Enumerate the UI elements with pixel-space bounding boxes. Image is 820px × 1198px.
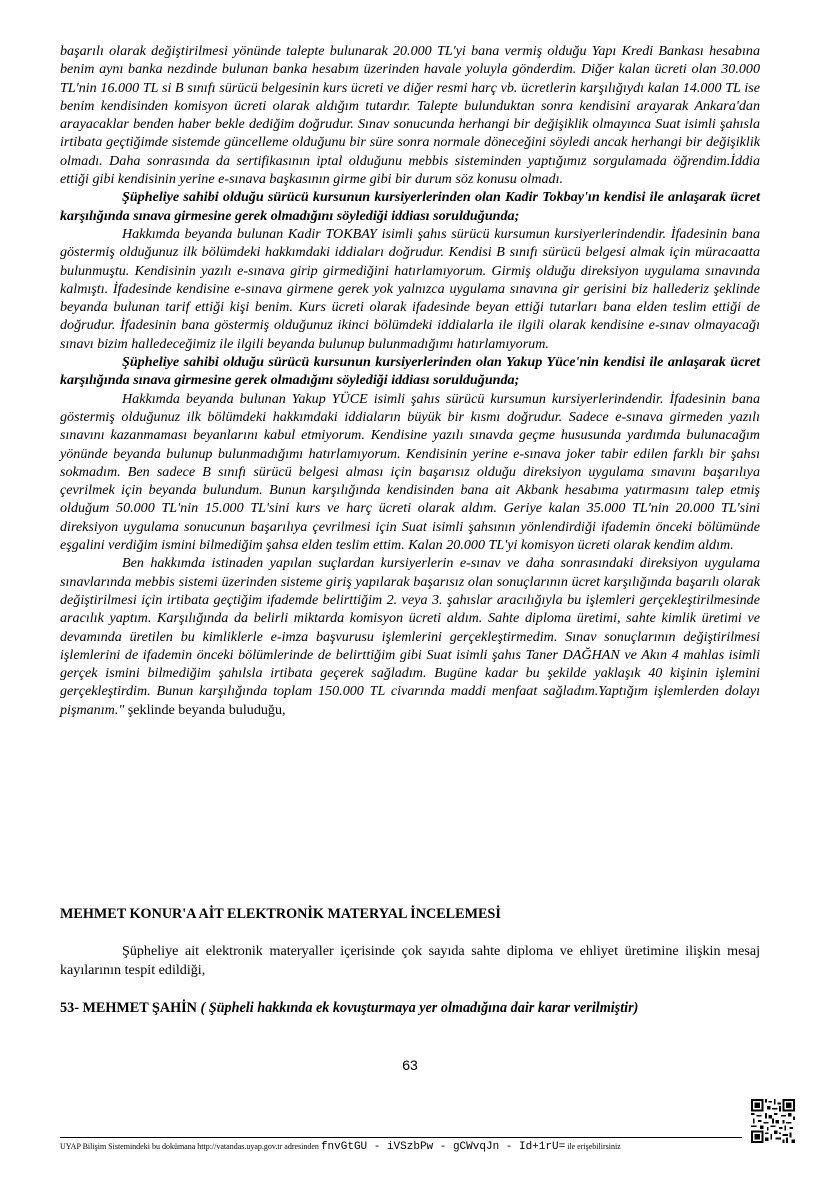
- question-heading: Şüpheliye sahibi olduğu sürücü kursunun kursiyerlerinden olan Yakup Yüce'nin kendisi ile anlaşarak ücret karşılığında sınava girmesine gerek olmadığını söylediği iddiası sorulduğunda;: [60, 354, 760, 389]
- footer-suffix: ile erişebilirsiniz: [567, 1142, 621, 1151]
- subject-note: ( Şüpheli hakkında ek kovuşturmaya yer olmadığına dair karar verilmiştir): [200, 1000, 639, 1016]
- footer-prefix: UYAP Bilişim Sistemindeki bu dokümana http://vatandas.uyap.gov.tr adresinden: [60, 1142, 319, 1151]
- qr-code-icon: [751, 1099, 795, 1143]
- section-heading: MEHMET KONUR'A AİT ELEKTRONİK MATERYAL İNCELEMESİ: [60, 906, 501, 922]
- subject-name: 53- MEHMET ŞAHİN: [60, 1000, 197, 1016]
- closing-suffix: şeklinde beyanda buluduğu,: [124, 701, 286, 718]
- question-heading: Şüpheliye sahibi olduğu sürücü kursunun kursiyerlerinden olan Kadir Tokbay'ın kendisi ile anlaşarak ücret karşılığında sınava girmesine gerek olmadığını söylediği iddiası sorulduğunda;: [60, 189, 760, 224]
- page-number: 63: [402, 1057, 418, 1073]
- next-subject: [60, 1000, 638, 1017]
- statement-paragraph: başarılı olarak değiştirilmesi yönünde talepte bulunarak 20.000 TL'yi bana vermiş olduğu Yapı Kredi Bankası hesabına benim aynı banka nezdinde bulunan banka hesabım üzerinden havale yoluyla gönderdim. Diğer kalan ücreti olan 30.000 TL'nin 16.000 TL si B sınıfı sürücü belgesinin kurs ücreti ve diğer resmi harç vb. ücretlerin karşılığıydı kalan 14.000 TL ise benim kendisinden komisyon ücreti olarak aldığım tutardır. Talepte bulunduktan sonra kendisini arayarak Ankara'dan arayacaklar benden haber bekle dediğim doğrudur. Sınav sonucunda herhangi bir değişiklik olmayınca Suat isimli şahısla irtibata geçtiğimde sistemde güncelleme olduğunu bir süre sonra normale döneceğini söyledi ancak herhangi bir değişiklik olmadı. Daha sonrasında da sertifikasının iptal olduğunu mebbis sisteminden yaptığımız sorgulamada öğrendim.İddia ettiği gibi kendisinin yerine e-sınava başkasının girme gibi bir durum söz konusu olmadı.: [60, 43, 760, 188]
- statement-paragraph: Hakkımda beyanda bulunan Kadir TOKBAY isimli şahıs sürücü kursumun kursiyerlerindendir. İfadesinin bana göstermiş olduğunuz ilk bölümdeki hakkımdaki iddiaları doğrudur. Kendisi B sınıfı sürücü belgesi almak için müracaatta bulunmuştu. Kendisinin yazılı e-sınava girip girmediğini hatırlamıyorum. Girmiş olduğu direksiyon uygulama sınavında kalmıştı. İfadesinde kendisine e-sınava girmene gerek yok yalnızca uygulama sınavına gir gerisini biz hallederiz şeklinde beyanda bulunan tarif ettiği kişi benim. Kurs ücreti olarak ifadesinde beyan ettiği tutarları bana elden teslim ettiği de doğrudur. İfadesinin bana göstermiş olduğunuz ikinci bölümdeki iddialarla ile ilgili olarak kendisine e-sınav olmayacağı sınavı bizim halledeceğimiz ile ilgili beyanda bulunup bulunmadığımı hatırlamıyorum.: [60, 225, 760, 352]
- verification-code: fnvGtGU - iVSzbPw - gCWvqJn - Id+1rU=: [320, 1141, 566, 1153]
- statement-body: [60, 42, 760, 719]
- statement-paragraph: [60, 554, 760, 719]
- statement-text: Ben hakkımda istinaden yapılan suçlardan kursiyerlerin e-sınav ve daha sonrasındaki direksiyon uygulama sınavlarında mebbis sistemi üzerinden sisteme giriş yapılarak başarısız olan sonuçlarının ücret karşılığında başarılı olarak değiştirilmesi için irtibata geçtiğim ifademde belirttiğim 2. veya 3. şahıslar aracılığıyla bu işlemleri gerçekleştirilmesinde aracılık yaptım. Karşılığında da belirli miktarda komisyon ücreti aldım. Sahte diploma üretimi, sahte kimlik üretimi ve devamında üretilen bu kimliklerle e-imza başvurusu işlemlerini gerçekleştirmedim. Sınav sonuçlarının değiştirilmesi işlemlerini de ifademin önceki bölümlerinde de belirttiğim gibi Suat isimli şahıs Taner DAĞHAN ve Akın 4 mahlas isimli gerçek ismini bilmediğim şahılsla irtibata geçerek sağladım. Bugüne kadar bu şekilde yaklaşık 40 kişinin işlemini gerçekleştirdim. Bunun karşılığında toplam 150.000 TL civarında maddi menfaat sağladım.Yaptığım işlemlerden dolayı pişmanım.": [60, 555, 760, 718]
- footer: [60, 1141, 760, 1153]
- statement-paragraph: Hakkımda beyanda bulunan Yakup YÜCE isimli şahıs sürücü kursumun kursiyerlerindendir. İfadesinin bana göstermiş olduğunuz ilk bölümdeki hakkımdaki iddiaların büyük bir kısmı doğrudur. Sadece e-sınava girmeden yazılı sınavını kazanmaması beyanlarını kabul etmiyorum. Kendisine yazılı sınavda geçme hususunda yardımda bulunacağım yönünde beyanda bulunup bulunmadığımı hatırlamıyorum. Kendisinin yerine e-sınava joker tabir edilen farklı bir şahsı sokmadım. Ben sadece B sınıfı sürücü belgesi alması için başarısız olduğu direksiyon uygulama sınavını başarılıya çevrilmek için beyanda bulundum. Bunun karşılığında kendisinden bana ait Akbank hesabıma yatırmasını talep etmiş olduğum 50.000 TL'nin 15.000 TL'sini kurs ve harç ücreti olarak aldım. Geriye kalan 35.000 TL'nin 20.000 TL'sini direksiyon uygulama sonucunun başarılıya çevrilmesi için Suat isimli şahsının yönlendirdiği ifademin önceki bölümünde eşgalini verdiğim ismini bilmediğim şahsa elden teslim ettim. Kalan 20.000 TL'yi komisyon ücreti olarak kendim aldım.: [60, 390, 760, 554]
- footer-divider: [60, 1137, 742, 1138]
- finding-paragraph: Şüpheliye ait elektronik materyaller içerisinde çok sayıda sahte diploma ve ehliyet üretimine ilişkin mesaj kayılarının tespit edildiği,: [60, 943, 760, 978]
